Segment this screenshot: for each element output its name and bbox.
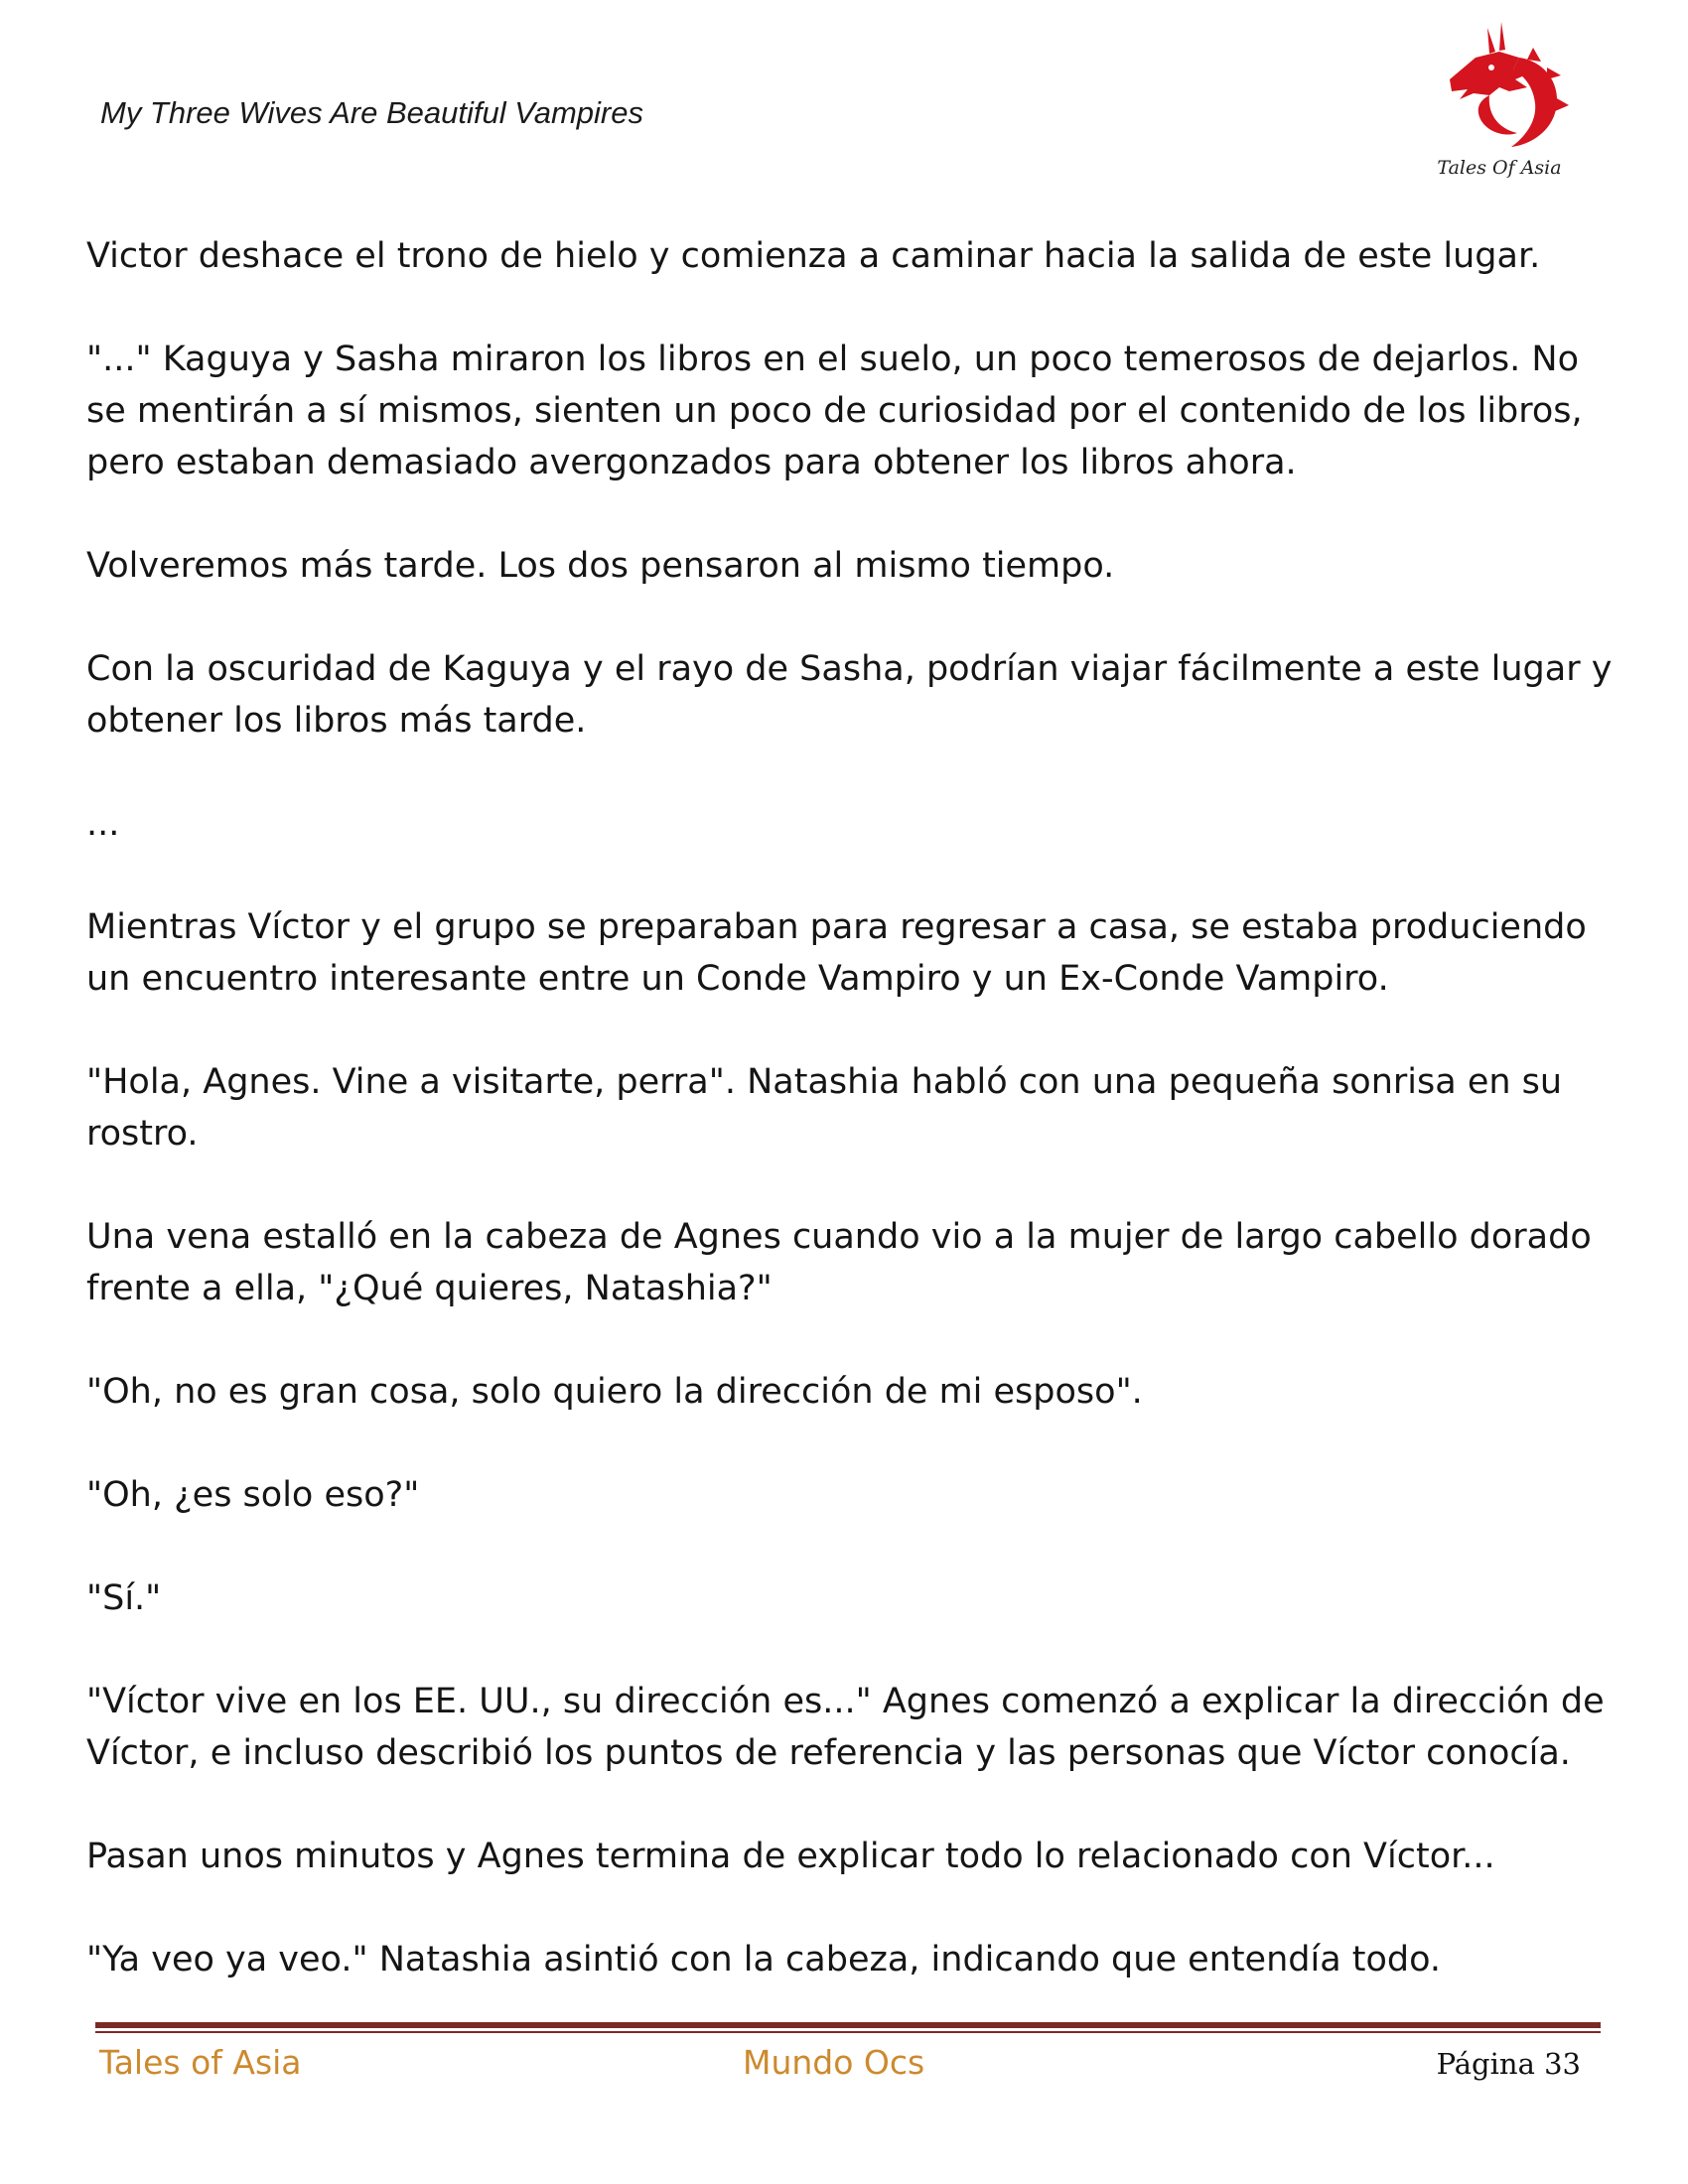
book-title: My Three Wives Are Beautiful Vampires bbox=[100, 95, 643, 130]
paragraph: Victor deshace el trono de hielo y comienza a caminar hacia la salida de este lugar. bbox=[86, 236, 1541, 276]
paragraph: Mientras Víctor y el grupo se preparaban para regresar a casa, se estaba produciendo un encuentro interesante entre un Conde Vampiro y un Ex-Conde Vampiro. bbox=[86, 907, 1587, 999]
tales-of-asia-logo bbox=[1430, 18, 1569, 179]
paragraph: "Sí." bbox=[86, 1578, 162, 1618]
paragraph: "Víctor vive en los EE. UU., su dirección es..." Agnes comenzó a explicar la dirección de Víctor, e incluso describió los puntos de referencia y las personas que Víctor conocía. bbox=[86, 1682, 1605, 1773]
logo-text: Tales Of Asia bbox=[1437, 157, 1562, 179]
paragraph: "Ya veo ya veo." Natashia asintió con la cabeza, indicando que entendía todo. bbox=[86, 1940, 1442, 1979]
paragraph: "..." Kaguya y Sasha miraron los libros en el suelo, un poco temerosos de dejarlos. No se mentirán a sí mismos, sienten un poco de curiosidad por el contenido de los libros, pero estaban demasiado avergonzados para obtener los libros ahora. bbox=[86, 340, 1583, 482]
paragraph: Con la oscuridad de Kaguya y el rayo de Sasha, podrían viajar fácilmente a este lugar y obtener los libros más tarde. bbox=[86, 649, 1613, 741]
page-number: Página 33 bbox=[1436, 2047, 1581, 2081]
paragraph: Pasan unos minutos y Agnes termina de explicar todo lo relacionado con Víctor... bbox=[86, 1837, 1495, 1876]
footer-translator: Mundo Ocs bbox=[743, 2043, 925, 2082]
footer-divider-thick bbox=[95, 2022, 1601, 2028]
paragraph: "Oh, ¿es solo eso?" bbox=[86, 1475, 420, 1515]
dragon-logo-icon bbox=[1430, 18, 1569, 179]
chapter-body bbox=[86, 230, 1616, 1985]
paragraph: Volveremos más tarde. Los dos pensaron al mismo tiempo. bbox=[86, 546, 1115, 586]
paragraph: "Hola, Agnes. Vine a visitarte, perra". Natashia habló con una pequeña sonrisa en su rostro. bbox=[86, 1062, 1563, 1154]
paragraph: "Oh, no es gran cosa, solo quiero la dirección de mi esposo". bbox=[86, 1372, 1143, 1412]
scene-break: ... bbox=[86, 804, 120, 844]
footer-publisher: Tales of Asia bbox=[99, 2043, 302, 2082]
footer-divider-thin bbox=[95, 2031, 1601, 2033]
paragraph: Una vena estalló en la cabeza de Agnes cuando vio a la mujer de largo cabello dorado frente a ella, "¿Qué quieres, Natashia?" bbox=[86, 1217, 1592, 1308]
